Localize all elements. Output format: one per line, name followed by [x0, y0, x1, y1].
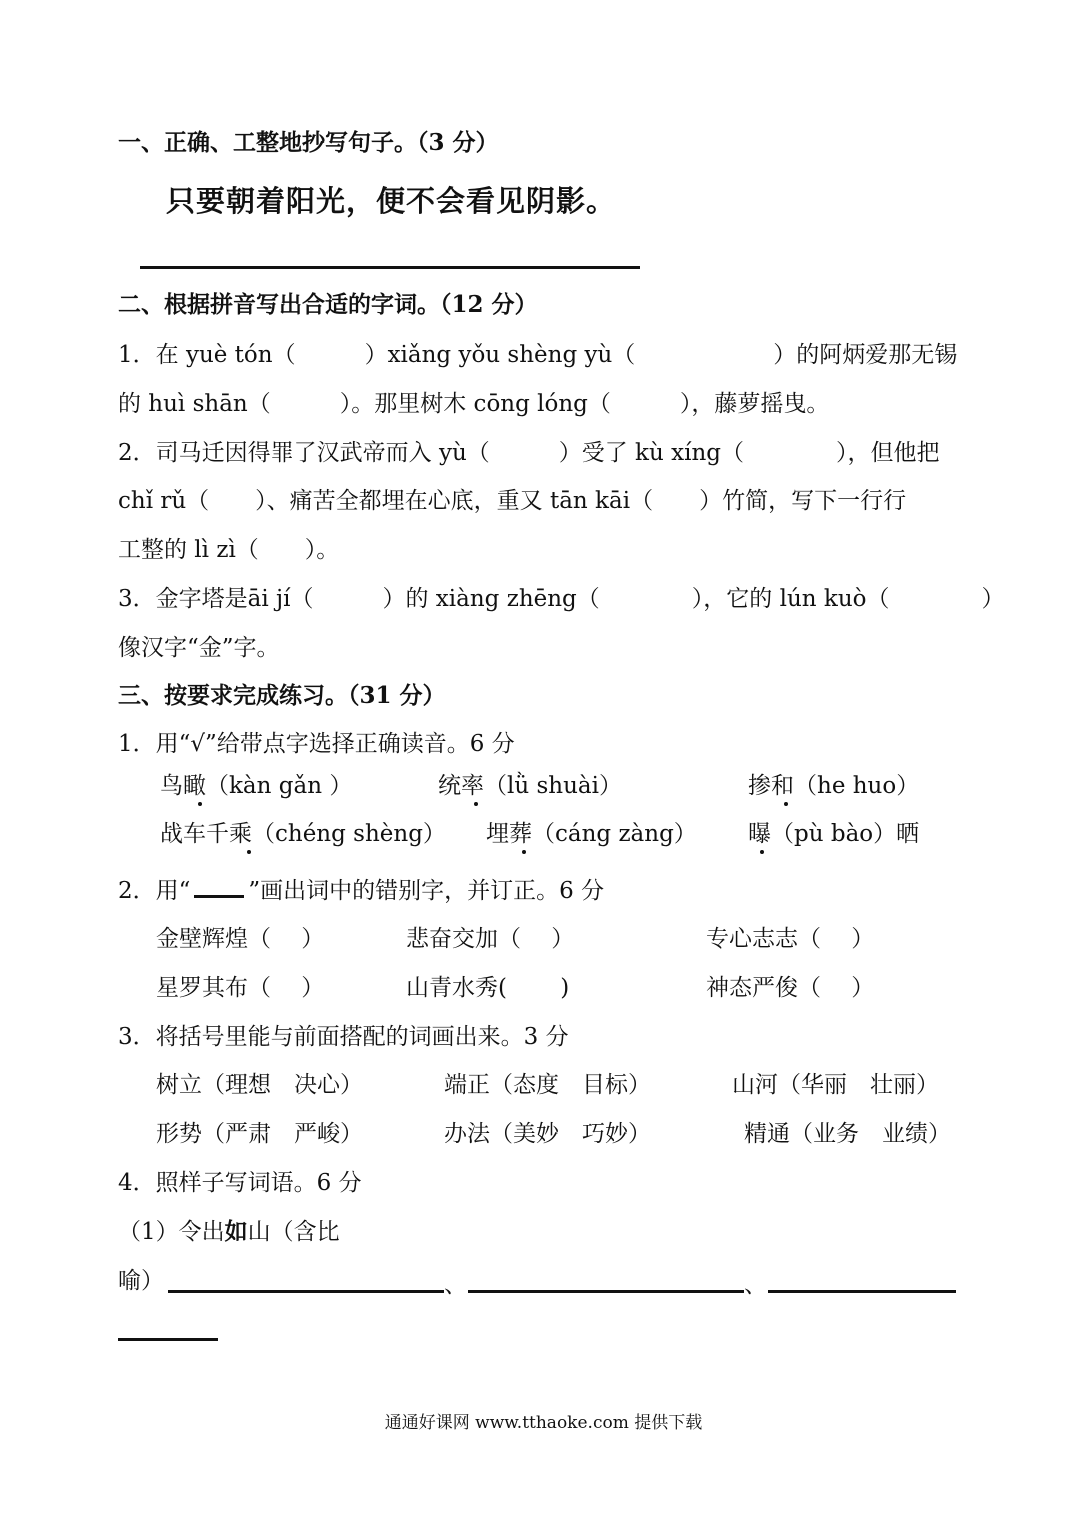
emphasis-dot [198, 802, 202, 806]
emphasis-dot [522, 850, 526, 854]
q2-item-3: 专心志志（ ） [706, 926, 875, 952]
q4-separator-2: 、 [744, 1272, 767, 1298]
q4-example-part2: 山（含比 [247, 1219, 340, 1245]
q4-answer-line-4[interactable] [118, 1338, 218, 1341]
pinyin-line-1: 1．在 yuè tón（ ）xiǎng yǒu shèng yù（ ）的阿炳爱那无锡 [118, 342, 958, 368]
pinyin-line-6: 3．金字塔是āi jí（ ）的 xiàng zhēng（ ），它的 lún kuò（ ） [118, 586, 1005, 612]
emphasis-dot [760, 850, 764, 854]
q1-item-4: 战车千乘（chéng shèng） [160, 821, 446, 847]
q3-item-6: 精通（业务 业绩） [744, 1121, 951, 1147]
question-1: 1．用“√”给带点字选择正确读音。6 分 [118, 731, 515, 757]
pinyin-line-3: 2．司马迁因得罪了汉武帝而入 yù（ ）受了 kù xíng（ ），但他把 [118, 440, 940, 466]
q2-text-before: 2．用“ [118, 878, 191, 904]
q2-text-after: ”画出词中的错别字，并订正。6 分 [248, 878, 605, 904]
q2-item-4: 星罗其布（ ） [156, 975, 325, 1001]
section-3-heading: 三、按要求完成练习。（31 分） [118, 682, 446, 709]
question-2 [118, 876, 604, 906]
question-3: 3．将括号里能与前面搭配的词画出来。3 分 [118, 1024, 569, 1050]
question-4: 4．照样子写词语。6 分 [118, 1170, 362, 1196]
q1-item-5: 埋葬（cáng zàng） [486, 821, 697, 847]
q4-answer-line-3[interactable] [768, 1290, 956, 1293]
q1-item-2: 统率（lǜ shuài） [438, 773, 622, 799]
pinyin-line-4: chǐ rǔ（ ）、痛苦全都埋在心底，重又 tān kāi（ ）竹简，写下一行行 [118, 488, 907, 514]
q2-item-5: 山青水秀( ) [406, 975, 570, 1001]
q4-separator-1: 、 [444, 1272, 467, 1298]
q2-item-2: 悲奋交加（ ） [406, 926, 575, 952]
copy-answer-line[interactable] [140, 266, 640, 269]
q1-item-1: 鸟瞰（kàn gǎn ） [160, 773, 353, 799]
q4-example-key: 如 [224, 1218, 248, 1245]
q4-example-cont: 喻） [118, 1268, 164, 1294]
q3-item-4: 形势（严肃 严峻） [156, 1121, 363, 1147]
q3-item-5: 办法（美妙 巧妙） [444, 1121, 651, 1147]
section-2-heading: 二、根据拼音写出合适的字词。（12 分） [118, 291, 538, 318]
q2-item-1: 金壁辉煌（ ） [156, 926, 325, 952]
section-1-heading: 一、正确、工整地抄写句子。（3 分） [118, 129, 499, 156]
q3-item-3: 山河（华丽 壮丽） [732, 1072, 939, 1098]
q1-item-3: 掺和（he huo） [748, 773, 920, 799]
q2-item-6: 神态严俊（ ） [706, 975, 875, 1001]
emphasis-dot [247, 850, 251, 854]
footer-credit: 通通好课网 www.tthaoke.com 提供下载 [384, 1413, 703, 1433]
pinyin-line-2: 的 huì shān（ ）。那里树木 cōng lóng（ ），藤萝摇曳。 [118, 391, 830, 417]
q1-item-6: 曝（pù bào）晒 [748, 821, 920, 847]
q4-answer-line-1[interactable] [168, 1290, 444, 1293]
q4-example [118, 1217, 340, 1247]
pinyin-line-7: 像汉字“金”字。 [118, 635, 280, 661]
copy-sentence: 只要朝着阳光，便不会看见阴影。 [166, 184, 617, 218]
q4-answer-line-2[interactable] [468, 1290, 744, 1293]
q3-item-2: 端正（态度 目标） [444, 1072, 651, 1098]
q4-example-part1: （1）令出 [118, 1219, 225, 1245]
emphasis-dot [784, 802, 788, 806]
emphasis-dot [474, 802, 478, 806]
pinyin-line-5: 工整的 lì zì（ ）。 [118, 537, 340, 563]
underline-sample [194, 877, 244, 898]
q3-item-1: 树立（理想 决心） [156, 1072, 363, 1098]
